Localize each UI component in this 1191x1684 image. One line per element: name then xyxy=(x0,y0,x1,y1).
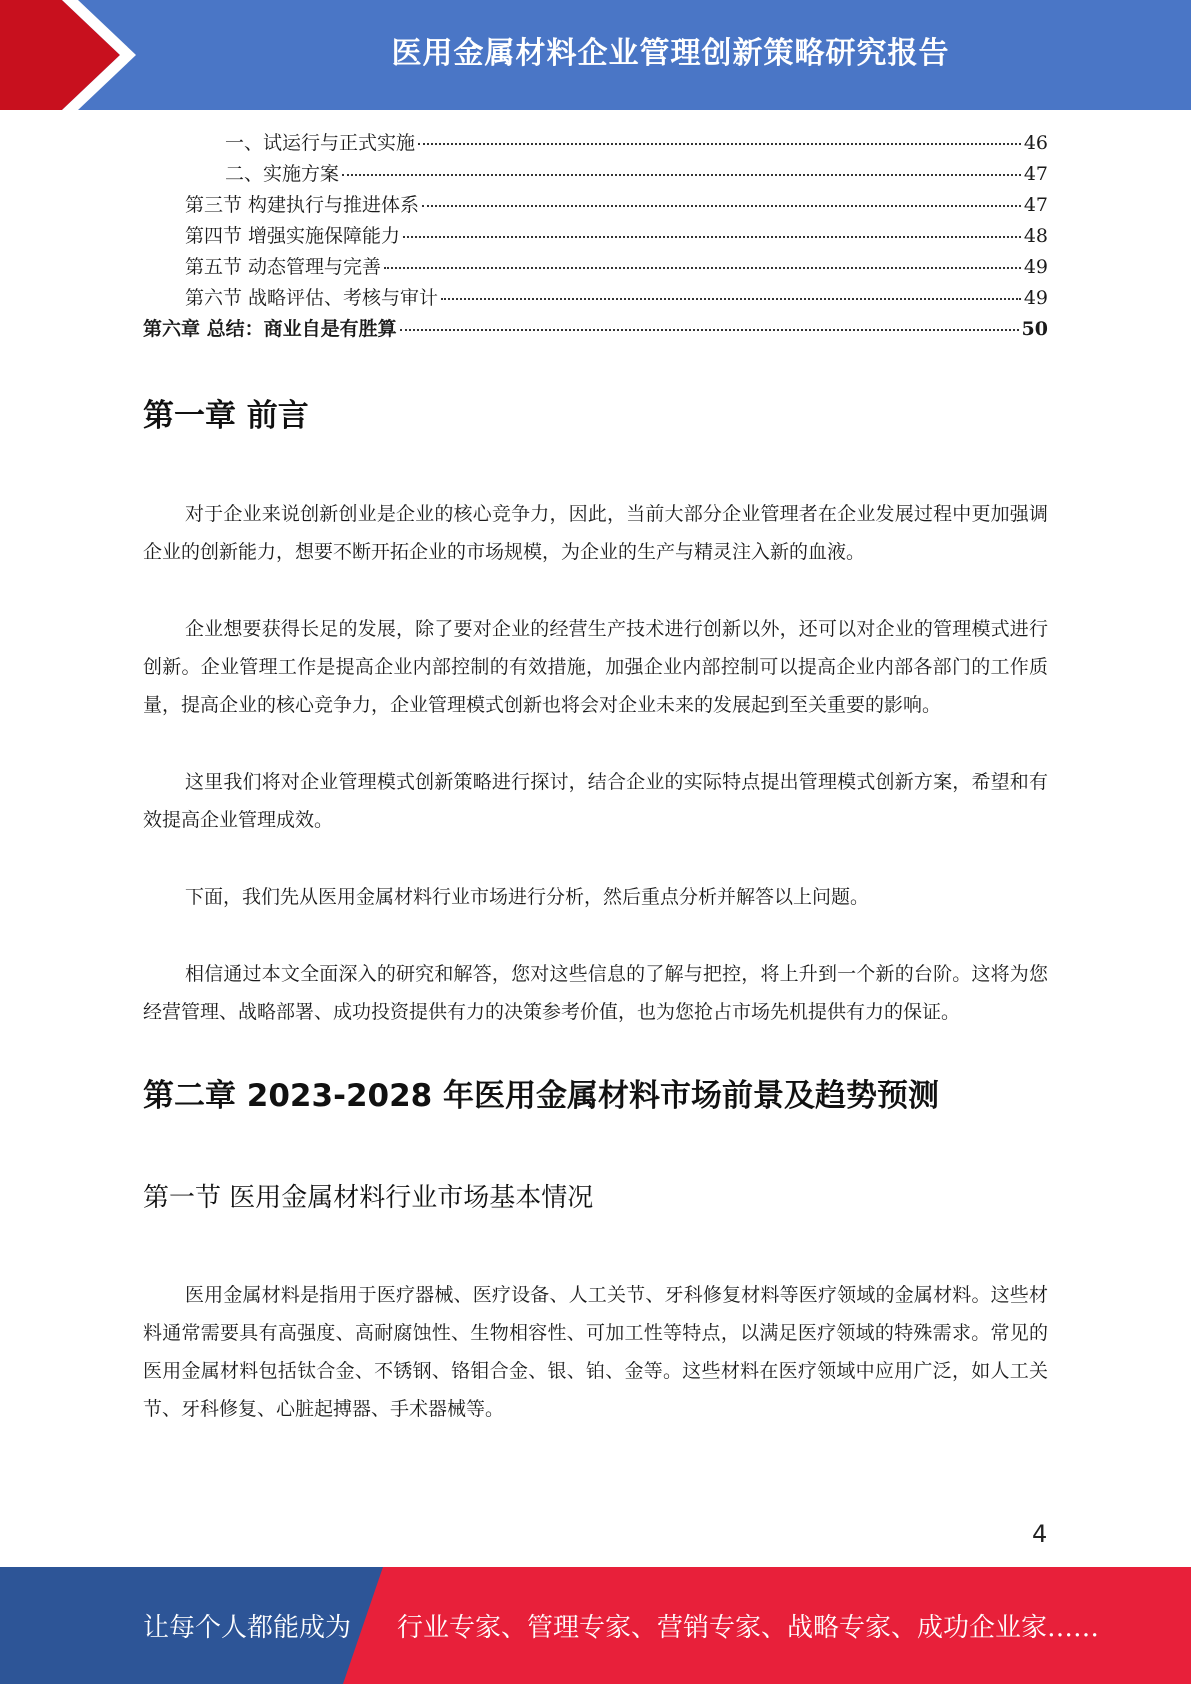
toc-entry-page: 49 xyxy=(1023,256,1048,278)
footer-slogan-left: 让每个人都能成为 xyxy=(143,1613,352,1643)
toc-entry-page: 48 xyxy=(1023,225,1048,247)
toc-entry-title: 一、试运行与正式实施 xyxy=(225,132,416,154)
toc-entry[interactable] xyxy=(143,283,1048,314)
toc-leader-dots xyxy=(342,174,1021,176)
toc-entry-title: 第六章 总结：商业自是有胜算 xyxy=(143,318,397,340)
toc-entry[interactable] xyxy=(143,221,1048,252)
chapter-heading: 第一章 前言 xyxy=(143,398,309,434)
toc-entry[interactable] xyxy=(143,190,1048,221)
toc-entry-page: 47 xyxy=(1023,163,1048,185)
toc-entry-page: 50 xyxy=(1021,318,1048,340)
page-header xyxy=(0,0,1191,110)
toc-entry-page: 47 xyxy=(1023,194,1048,216)
page-footer xyxy=(0,1567,1191,1684)
toc-entry-title: 第六节 战略评估、考核与审计 xyxy=(185,287,439,309)
toc-leader-dots xyxy=(384,267,1021,269)
document-body xyxy=(143,382,1048,1467)
header-red-chevron xyxy=(0,0,160,110)
toc-entry-title: 二、实施方案 xyxy=(225,163,340,185)
toc-entry-page: 49 xyxy=(1023,287,1048,309)
section-heading: 第一节 医用金属材料行业市场基本情况 xyxy=(143,1183,594,1213)
toc-entry[interactable] xyxy=(143,252,1048,283)
table-of-contents xyxy=(143,128,1048,345)
toc-entry-title: 第三节 构建执行与推进体系 xyxy=(185,194,420,216)
toc-leader-dots xyxy=(403,236,1021,238)
toc-entry-chapter[interactable] xyxy=(143,314,1048,345)
report-title: 医用金属材料企业管理创新策略研究报告 xyxy=(391,36,950,71)
toc-entry[interactable] xyxy=(143,159,1048,190)
toc-leader-dots xyxy=(400,329,1019,331)
toc-leader-dots xyxy=(418,143,1021,145)
body-paragraph: 相信通过本文全面深入的研究和解答，您对这些信息的了解与把控，将上升到一个新的台阶。这将为您经营管理、战略部署、成功投资提供有力的决策参考价值，也为您抢占市场先机提供有力的保证。 xyxy=(143,963,1048,1023)
toc-entry-page: 46 xyxy=(1023,132,1048,154)
toc-entry-title: 第五节 动态管理与完善 xyxy=(185,256,382,278)
toc-leader-dots xyxy=(441,298,1021,300)
body-paragraph: 对于企业来说创新创业是企业的核心竞争力，因此，当前大部分企业管理者在企业发展过程中更加强调企业的创新能力，想要不断开拓企业的市场规模，为企业的生产与精灵注入新的血液。 xyxy=(143,503,1048,563)
body-paragraph: 企业想要获得长足的发展，除了要对企业的经营生产技术进行创新以外，还可以对企业的管理模式进行创新。企业管理工作是提高企业内部控制的有效措施，加强企业内部控制可以提高企业内部各部门的工作质量，提高企业的核心竞争力，企业管理模式创新也将会对企业未来的发展起到至关重要的影响。 xyxy=(143,618,1048,716)
toc-entry-title: 第四节 增强实施保障能力 xyxy=(185,225,401,247)
footer-slogan-right: 行业专家、管理专家、营销专家、战略专家、成功企业家…… xyxy=(397,1613,1100,1643)
toc-leader-dots xyxy=(422,205,1021,207)
body-paragraph: 下面，我们先从医用金属材料行业市场进行分析，然后重点分析并解答以上问题。 xyxy=(185,886,870,908)
body-paragraph: 医用金属材料是指用于医疗器械、医疗设备、人工关节、牙科修复材料等医疗领域的金属材料。这些材料通常需要具有高强度、高耐腐蚀性、生物相容性、可加工性等特点，以满足医疗领域的特殊需求。常见的医用金属材料包括钛合金、不锈钢、铬钼合金、银、铂、金等。这些材料在医疗领域中应用广泛，如人工关节、牙科修复、心脏起搏器、手术器械等。 xyxy=(143,1284,1048,1420)
chapter-heading: 第二章 2023-2028 年医用金属材料市场前景及趋势预测 xyxy=(143,1078,940,1114)
toc-entry[interactable] xyxy=(143,128,1048,159)
body-paragraph: 这里我们将对企业管理模式创新策略进行探讨，结合企业的实际特点提出管理模式创新方案，希望和有效提高企业管理成效。 xyxy=(143,771,1048,831)
page-number: 4 xyxy=(1032,1520,1048,1548)
